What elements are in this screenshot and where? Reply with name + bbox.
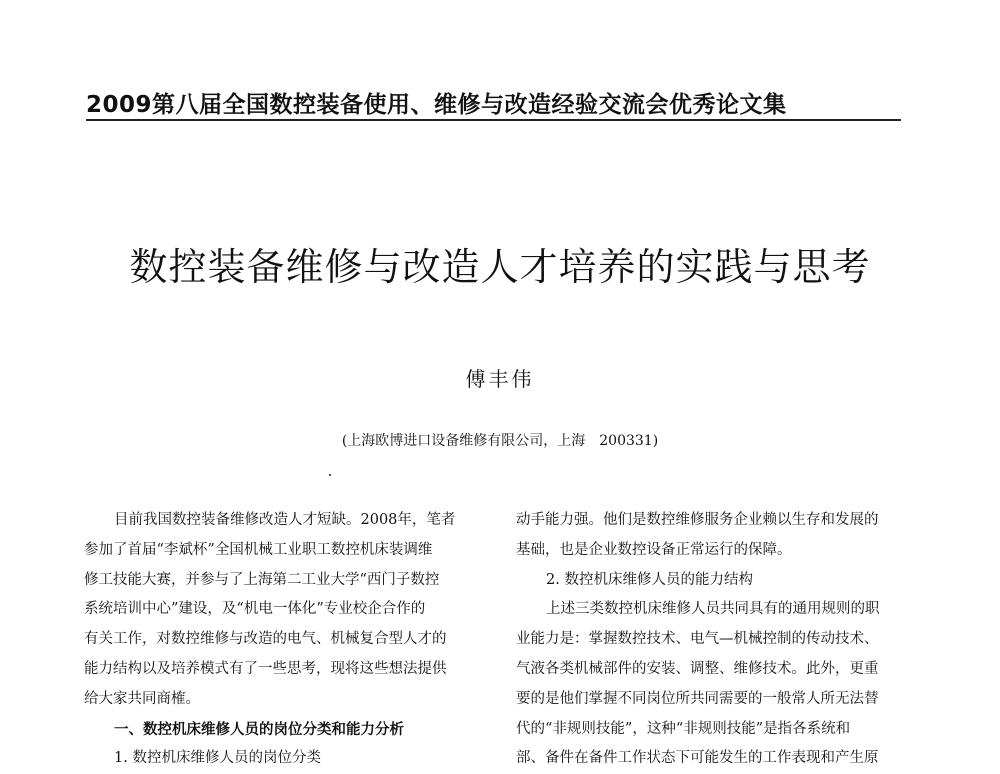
body-line: 目前我国数控装备维修改造人才短缺。2008年，笔者: [114, 512, 456, 528]
article-author: 傅丰伟: [465, 367, 535, 391]
body-line: 能力结构以及培养模式有了一些思考，现将这些想法提供: [84, 660, 447, 677]
body-line: 修工技能大赛，并参与了上海第二工业大学“西门子数控: [84, 571, 440, 588]
left-column: [84, 506, 486, 774]
proceedings-header: 2009第八届全国数控装备使用、维修与改造经验交流会优秀论文集: [86, 92, 787, 118]
right-column: [516, 506, 908, 774]
section-heading: 一、数控机床维修人员的岗位分类和能力分析: [114, 720, 404, 738]
stray-mark: [329, 474, 331, 476]
body-line: 气液各类机械部件的安装、调整、维修技术。此外，更重: [516, 660, 879, 677]
body-line: 代的“非规则技能”，这种“非规则技能”是指各系统和: [516, 720, 851, 737]
body-line: 动手能力强。他们是数控维修服务企业赖以生存和发展的: [516, 512, 879, 528]
body-line: 业能力是：掌握数控技术、电气—机械控制的传动技术、: [516, 631, 879, 648]
body-line: 上述三类数控机床维修人员共同具有的通用规则的职: [546, 601, 880, 618]
subsection-heading: 2. 数控机床维修人员的能力结构: [546, 571, 753, 588]
body-line: 系统培训中心”建设，及“机电一体化”专业校企合作的: [84, 601, 426, 618]
body-line: 参加了首届“李斌杯”全国机械工业职工数控机床装调维: [84, 541, 433, 558]
body-line: 要的是他们掌握不同岗位所共同需要的一般常人所无法替: [516, 690, 879, 707]
body-line: 给大家共同商榷。: [84, 690, 200, 707]
body-line: 有关工作，对数控维修与改造的电气、机械复合型人才的: [84, 631, 447, 648]
header-divider: [86, 119, 901, 121]
body-line: 部、备件在备件工作状态下可能发生的工作表现和产生原: [516, 750, 879, 767]
author-affiliation: (上海欧博进口设备维修有限公司，上海 200331): [341, 433, 659, 449]
article-title: 数控装备维修与改造人才培养的实践与思考: [129, 245, 871, 289]
body-line: 基础，也是企业数控设备正常运行的保障。: [516, 541, 792, 558]
subsection-heading: 1. 数控机床维修人员的岗位分类: [114, 750, 321, 767]
